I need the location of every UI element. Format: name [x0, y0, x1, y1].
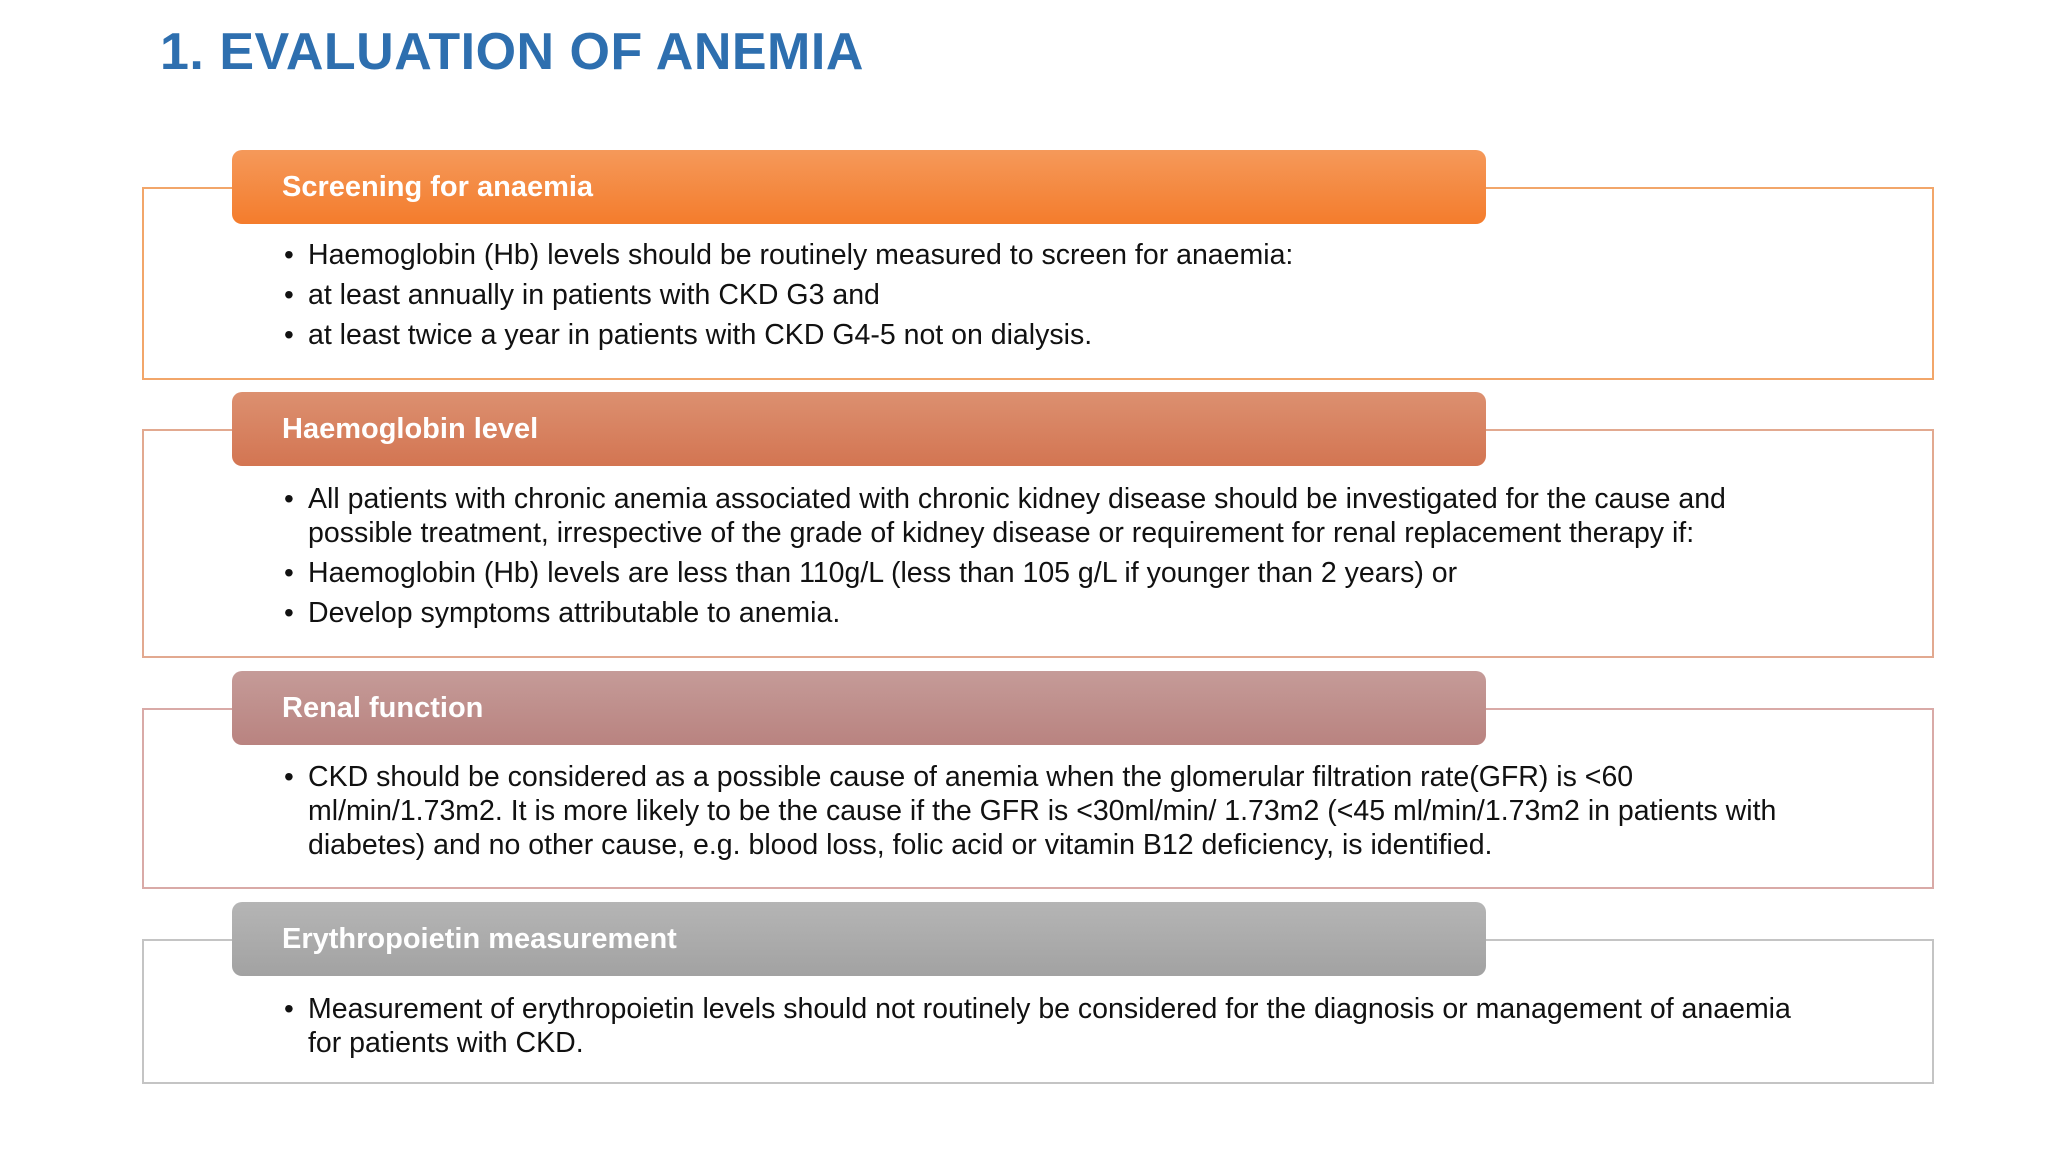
bullet-item: • at least annually in patients with CKD G3 and: [284, 279, 880, 311]
bullet-icon: •: [284, 279, 294, 310]
bullet-icon: •: [284, 597, 294, 628]
bullet-item: • CKD should be considered as a possible cause of anemia when the glomerular filtration rate(GFR) is <60 ml/min/1.73m2. It is more likely to be the cause if the GFR is <30ml/min/ 1.73m2 (<45 ml/min/1.73m2 in patients with diabetes) and no other cause, e.g. blood loss, folic acid or vitamin B12 deficiency, is identified.: [284, 761, 1777, 861]
bullet-item: • Develop symptoms attributable to anemia.: [284, 597, 841, 629]
section-erythropoietin-measurement: [142, 902, 1934, 1084]
section-header: Haemoglobin level: [232, 392, 1486, 466]
slide-title: 1. EVALUATION OF ANEMIA: [160, 23, 864, 81]
bullet-list: [282, 760, 1814, 868]
section-header: Screening for anaemia: [232, 150, 1486, 224]
bullet-item: • All patients with chronic anemia associated with chronic kidney disease should be investigated for the cause and possible treatment, irrespective of the grade of kidney disease or requirement for renal replacement therapy if:: [284, 483, 1726, 549]
bullet-item: • at least twice a year in patients with CKD G4-5 not on dialysis.: [284, 319, 1093, 351]
bullet-item: • Haemoglobin (Hb) levels should be routinely measured to screen for anaemia:: [284, 239, 1294, 271]
bullet-list: [282, 238, 1814, 358]
bullet-icon: •: [284, 319, 294, 350]
bullet-list: [282, 992, 1814, 1066]
section-header: Renal function: [232, 671, 1486, 745]
bullet-list: [282, 482, 1814, 636]
bullet-icon: •: [284, 993, 294, 1024]
bullet-icon: •: [284, 483, 294, 514]
bullet-icon: •: [284, 761, 294, 792]
bullet-item: • Haemoglobin (Hb) levels are less than 110g/L (less than 105 g/L if younger than 2 years) or: [284, 557, 1458, 589]
section-screening: [142, 150, 1934, 380]
section-header: Erythropoietin measurement: [232, 902, 1486, 976]
section-renal-function: [142, 671, 1934, 889]
bullet-icon: •: [284, 239, 294, 270]
bullet-icon: •: [284, 557, 294, 588]
section-haemoglobin-level: [142, 392, 1934, 658]
bullet-item: • Measurement of erythropoietin levels should not routinely be considered for the diagnosis or management of anaemia for patients with CKD.: [284, 993, 1791, 1059]
